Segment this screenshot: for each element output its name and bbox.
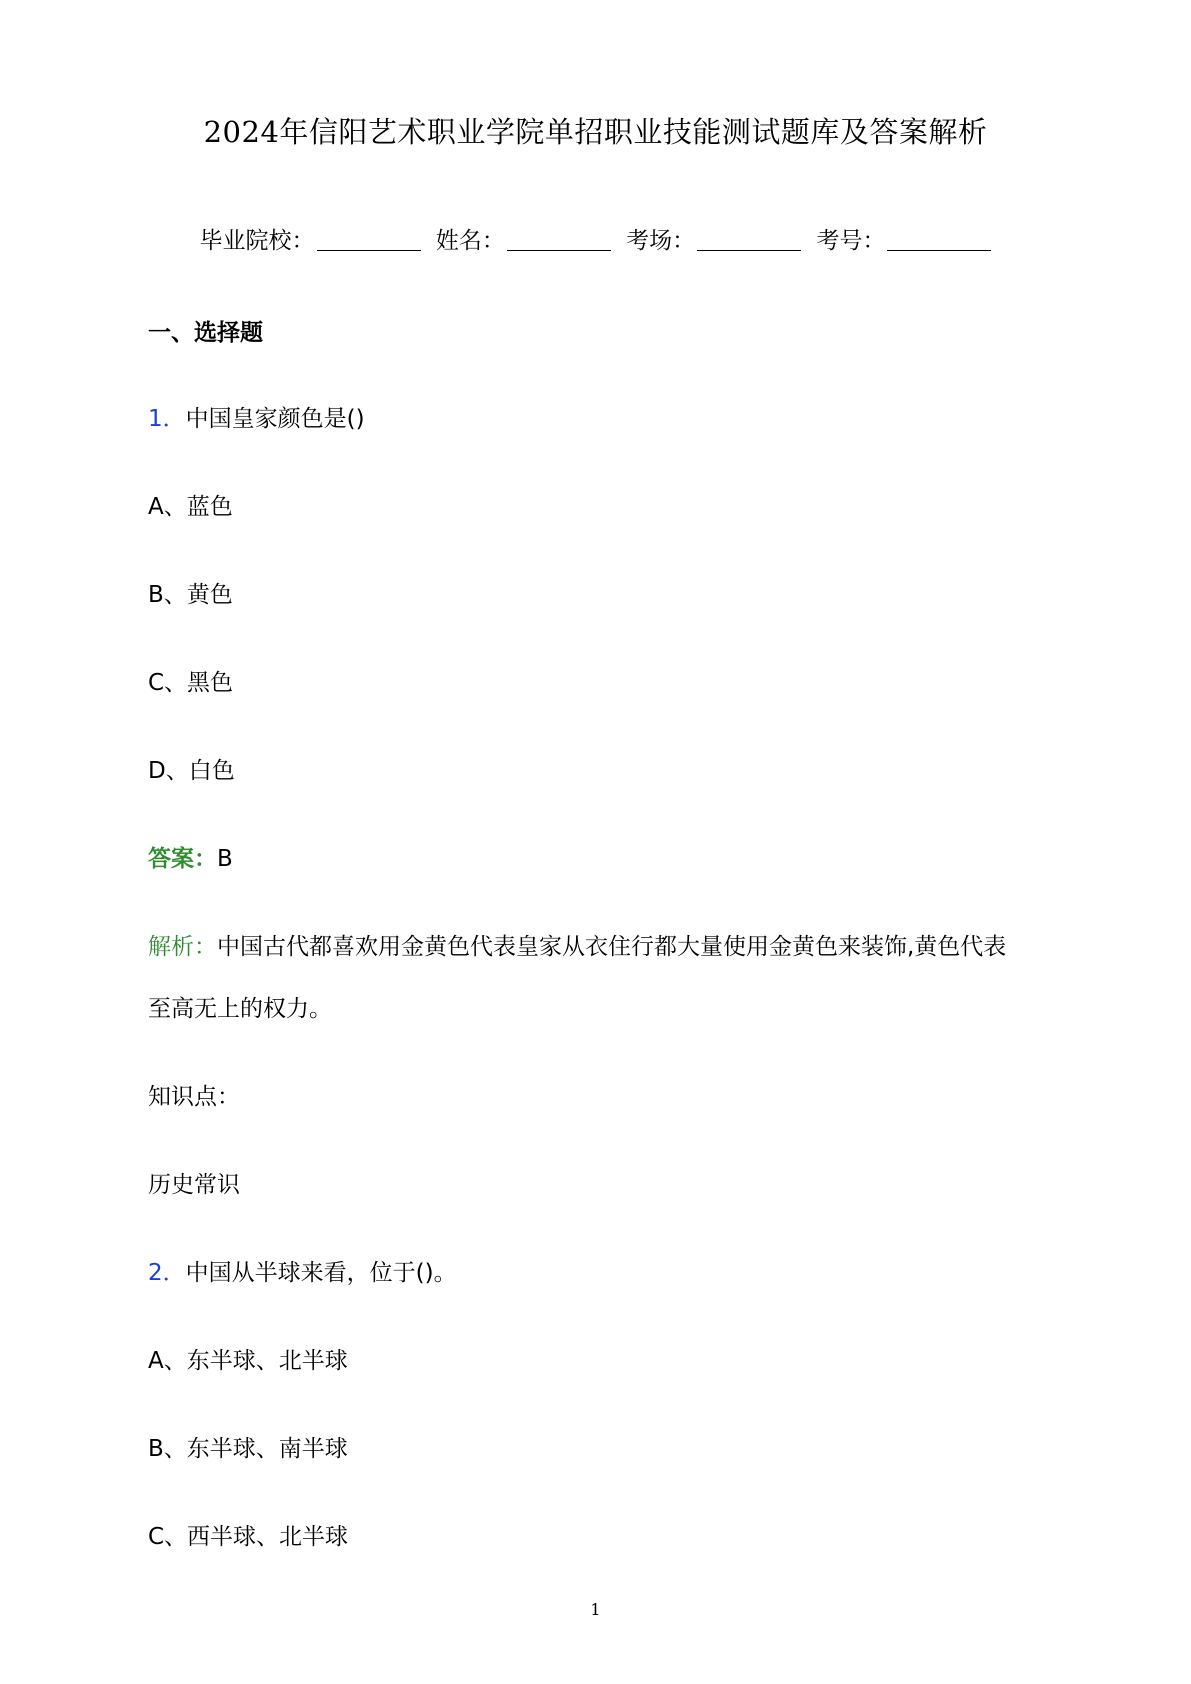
exam-number-blank[interactable] (887, 228, 991, 251)
knowledge-value: 历史常识 (148, 1172, 240, 1198)
answer-line (148, 840, 233, 873)
option-a: A、蓝色 (148, 494, 233, 520)
option-d: D、白色 (148, 758, 235, 784)
info-field-name (436, 228, 611, 254)
question-text: 中国从半球来看，位于()。 (185, 1260, 457, 1286)
page-number: 1 (590, 1600, 601, 1619)
knowledge-label: 知识点： (148, 1084, 240, 1110)
info-field-school (200, 228, 421, 254)
question-number: 2． (148, 1260, 186, 1286)
document-title: 2024年信阳艺术职业学院单招职业技能测试题库及答案解析 (203, 115, 988, 149)
info-field-exam-room (626, 228, 801, 254)
option-a: A、东半球、北半球 (148, 1348, 348, 1374)
question-1 (148, 400, 365, 433)
section-heading: 一、选择题 (148, 320, 263, 346)
candidate-info-line (0, 222, 1191, 255)
question-text: 中国皇家颜色是() (185, 406, 365, 432)
option-b: B、东半球、南半球 (148, 1436, 348, 1462)
analysis-label: 解析： (148, 934, 217, 960)
option-c: C、黑色 (148, 670, 234, 696)
info-label-name: 姓名： (435, 228, 505, 254)
option-c: C、西半球、北半球 (148, 1524, 349, 1550)
answer-label: 答案： (148, 846, 217, 872)
question-2 (148, 1254, 457, 1287)
answer-value: B (217, 846, 233, 872)
exam-room-blank[interactable] (697, 228, 801, 251)
info-label-school: 毕业院校： (199, 228, 315, 254)
analysis-line-2: 至高无上的权力。 (148, 996, 332, 1022)
analysis-text: 中国古代都喜欢用金黄色代表皇家从衣住行都大量使用金黄色来装饰,黄色代表 (217, 934, 1007, 960)
name-blank[interactable] (507, 228, 611, 251)
info-field-exam-number (816, 228, 991, 254)
school-blank[interactable] (317, 228, 421, 251)
option-b: B、黄色 (148, 582, 233, 608)
analysis-line-1 (148, 928, 1006, 961)
info-label-exam-room: 考场： (626, 228, 696, 254)
question-number: 1． (148, 406, 186, 432)
info-label-exam-number: 考号： (816, 228, 886, 254)
